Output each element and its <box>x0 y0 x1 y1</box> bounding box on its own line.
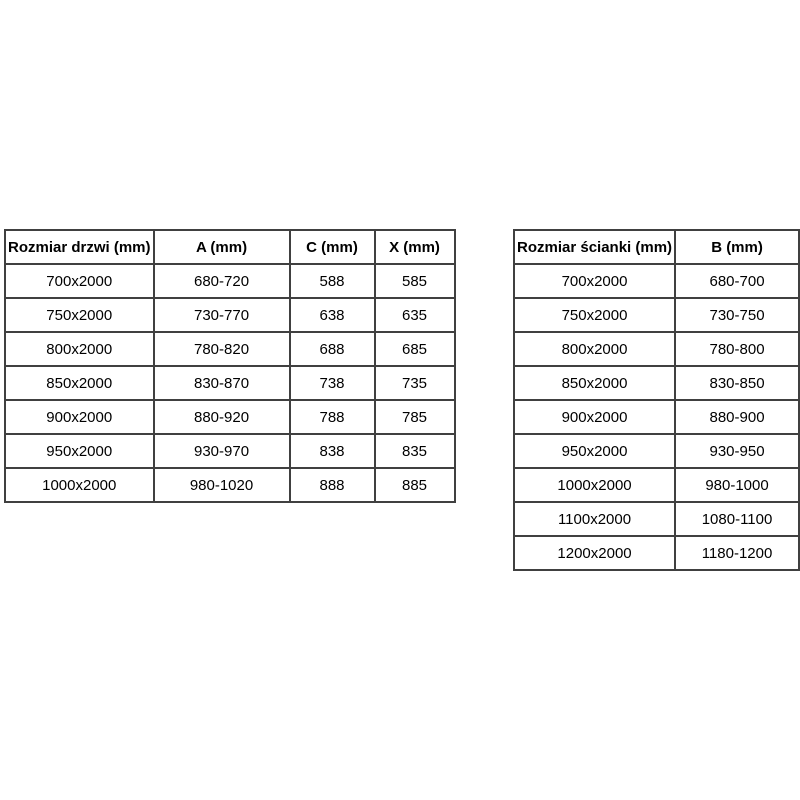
table-row <box>5 468 455 502</box>
table-cell: 885 <box>375 468 455 502</box>
table-cell: 780-800 <box>675 332 799 366</box>
table-header-row <box>5 230 455 264</box>
table-cell: 1080-1100 <box>675 502 799 536</box>
door-table-body <box>5 264 455 502</box>
table-cell: 950x2000 <box>5 434 154 468</box>
table-cell: 750x2000 <box>5 298 154 332</box>
door-table-header-a: A (mm) <box>154 230 290 264</box>
table-cell: 680-700 <box>675 264 799 298</box>
table-cell: 900x2000 <box>514 400 675 434</box>
table-cell: 588 <box>290 264 375 298</box>
wall-table-header-b: B (mm) <box>675 230 799 264</box>
table-row <box>514 298 799 332</box>
table-cell: 835 <box>375 434 455 468</box>
wall-table-header <box>514 230 799 264</box>
table-cell: 838 <box>290 434 375 468</box>
table-cell: 880-920 <box>154 400 290 434</box>
table-cell: 785 <box>375 400 455 434</box>
door-table-header-x: X (mm) <box>375 230 455 264</box>
table-cell: 830-850 <box>675 366 799 400</box>
door-size-table <box>4 229 456 503</box>
table-cell: 1000x2000 <box>514 468 675 502</box>
table-cell: 750x2000 <box>514 298 675 332</box>
table-cell: 980-1000 <box>675 468 799 502</box>
table-cell: 830-870 <box>154 366 290 400</box>
table-cell: 635 <box>375 298 455 332</box>
table-row <box>514 434 799 468</box>
table-cell: 850x2000 <box>514 366 675 400</box>
table-cell: 688 <box>290 332 375 366</box>
table-cell: 788 <box>290 400 375 434</box>
table-row <box>514 400 799 434</box>
table-cell: 900x2000 <box>5 400 154 434</box>
table-cell: 735 <box>375 366 455 400</box>
table-cell: 1000x2000 <box>5 468 154 502</box>
table-cell: 888 <box>290 468 375 502</box>
table-cell: 1200x2000 <box>514 536 675 570</box>
table-cell: 585 <box>375 264 455 298</box>
table-row <box>5 298 455 332</box>
table-row <box>5 434 455 468</box>
table-cell: 700x2000 <box>5 264 154 298</box>
door-table-header-c: C (mm) <box>290 230 375 264</box>
table-cell: 980-1020 <box>154 468 290 502</box>
table-cell: 1180-1200 <box>675 536 799 570</box>
table-header-row <box>514 230 799 264</box>
table-cell: 800x2000 <box>5 332 154 366</box>
table-row <box>514 366 799 400</box>
table-cell: 850x2000 <box>5 366 154 400</box>
table-cell: 700x2000 <box>514 264 675 298</box>
table-row <box>514 536 799 570</box>
table-cell: 680-720 <box>154 264 290 298</box>
table-row <box>5 366 455 400</box>
wall-table-body <box>514 264 799 570</box>
door-table-header <box>5 230 455 264</box>
wall-size-table <box>513 229 800 571</box>
table-row <box>514 264 799 298</box>
table-cell: 800x2000 <box>514 332 675 366</box>
table-cell: 930-950 <box>675 434 799 468</box>
table-cell: 738 <box>290 366 375 400</box>
wall-table-header-size: Rozmiar ścianki (mm) <box>514 230 675 264</box>
table-row <box>5 332 455 366</box>
table-row <box>5 400 455 434</box>
table-row <box>5 264 455 298</box>
table-cell: 780-820 <box>154 332 290 366</box>
table-row <box>514 468 799 502</box>
table-cell: 730-770 <box>154 298 290 332</box>
table-cell: 880-900 <box>675 400 799 434</box>
table-cell: 638 <box>290 298 375 332</box>
table-row <box>514 502 799 536</box>
table-cell: 950x2000 <box>514 434 675 468</box>
table-cell: 730-750 <box>675 298 799 332</box>
table-cell: 1100x2000 <box>514 502 675 536</box>
table-cell: 685 <box>375 332 455 366</box>
door-table-header-size: Rozmiar drzwi (mm) <box>5 230 154 264</box>
table-row <box>514 332 799 366</box>
table-cell: 930-970 <box>154 434 290 468</box>
